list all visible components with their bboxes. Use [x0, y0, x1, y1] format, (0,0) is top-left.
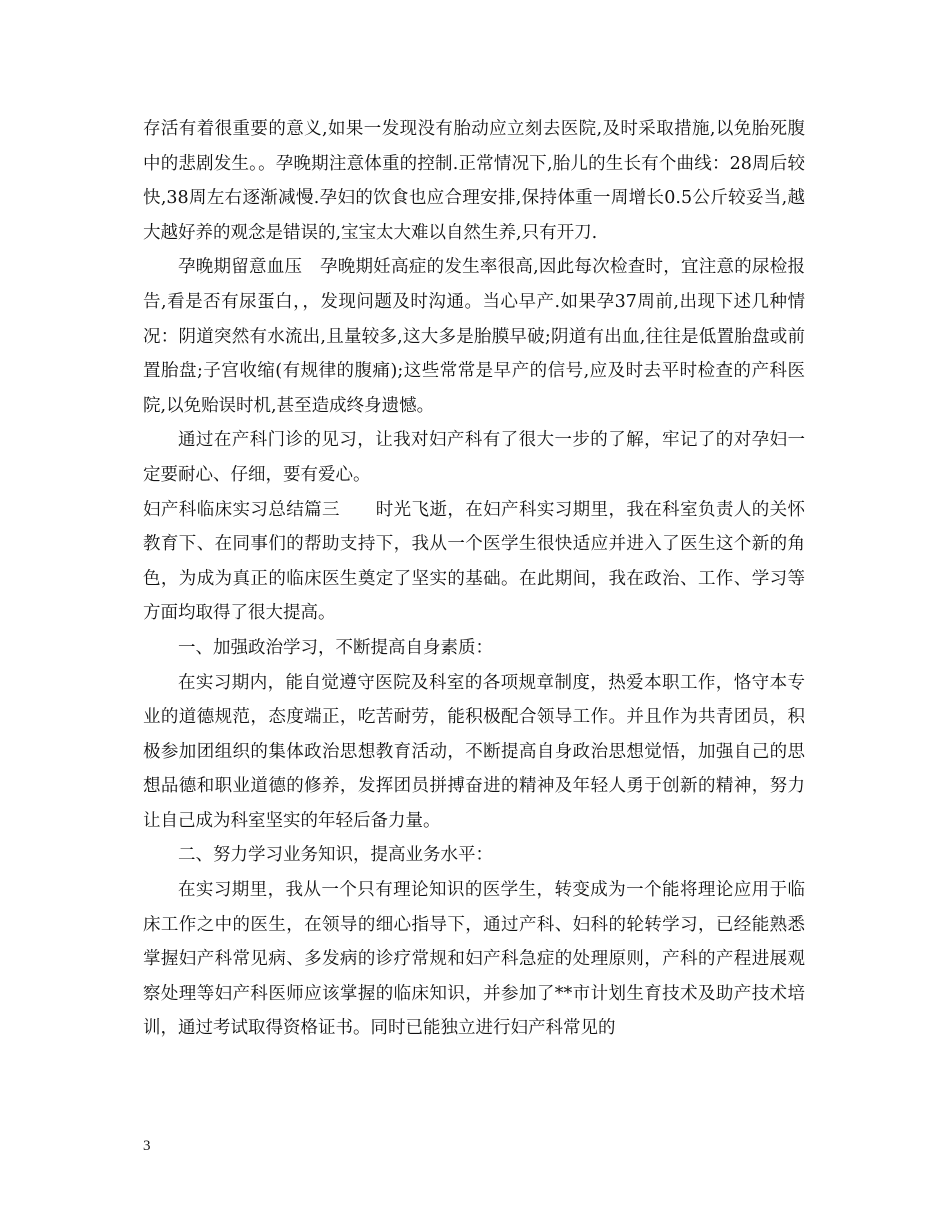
paragraph: 在实习期内，能自觉遵守医院及科室的各项规章制度，热爱本职工作，恪守本专业的道德规范，态度端正，吃苦耐劳，能积极配合领导工作。并且作为共青团员，积极参加团组织的集体政治思想教育活动，不断提高自身政治思想觉悟，加强自己的思想品德和职业道德的修养，发挥团员拼搏奋进的精神及年轻人勇于创新的精神，努力让自己成为科室坚实的年轻后备力量。 [143, 672, 805, 831]
document-body [143, 112, 805, 1046]
paragraph: 二、努力学习业务知识，提高业务水平： [178, 845, 493, 866]
paragraph: 妇产科临床实习总结篇三 时光飞逝，在妇产科实习期里，我在科室负责人的关怀教育下、在同事们的帮助支持下，我从一个医学生很快适应并进入了医生这个新的角色，为成为真正的临床医生奠定了坚实的基础。在此期间，我在政治、工作、学习等方面均取得了很大提高。 [143, 499, 805, 624]
paragraph: 孕晚期留意血压 孕晚期妊高症的发生率很高,因此每次检查时，宜注意的尿检报告,看是否有尿蛋白，，发现问题及时沟通。当心早产.如果孕37周前,出现下述几种情况：阴道突然有水流出,且量较多,这大多是胎膜早破;阴道有出血,往往是低置胎盘或前置胎盘;子宫收缩(有规律的腹痛);这些常常是早产的信号,应及时去平时检查的产科医院,以免贻误时机,甚至造成终身遗憾。 [143, 257, 805, 416]
paragraph: 通过在产科门诊的见习，让我对妇产科有了很大一步的了解，牢记了的对孕妇一定要耐心、仔细，要有爱心。 [143, 430, 805, 485]
paragraph: 一、加强政治学习，不断提高自身素质： [178, 637, 493, 658]
paragraph: 存活有着很重要的意义,如果一发现没有胎动应立刻去医院,及时采取措施,以免胎死腹中的悲剧发生。。孕晚期注意体重的控制.正常情况下,胎儿的生长有个曲线：28周后较快,38周左右逐渐减慢.孕妇的饮食也应合理安排,保持体重一周增长0.5公斤较妥当,越大越好养的观念是错误的,宝宝太大难以自然生养,只有开刀. [143, 119, 805, 243]
page-number: 3 [143, 1138, 151, 1154]
paragraph: 在实习期里，我从一个只有理论知识的医学生，转变成为一个能将理论应用于临床工作之中的医生，在领导的细心指导下，通过产科、妇科的轮转学习，已经能熟悉掌握妇产科常见病、多发病的诊疗常规和妇产科急症的处理原则，产科的产程进展观察处理等妇产科医师应该掌握的临床知识，并参加了**市计划生育技术及助产技术培训，通过考试取得资格证书。同时已能独立进行妇产科常见的 [143, 880, 805, 1039]
